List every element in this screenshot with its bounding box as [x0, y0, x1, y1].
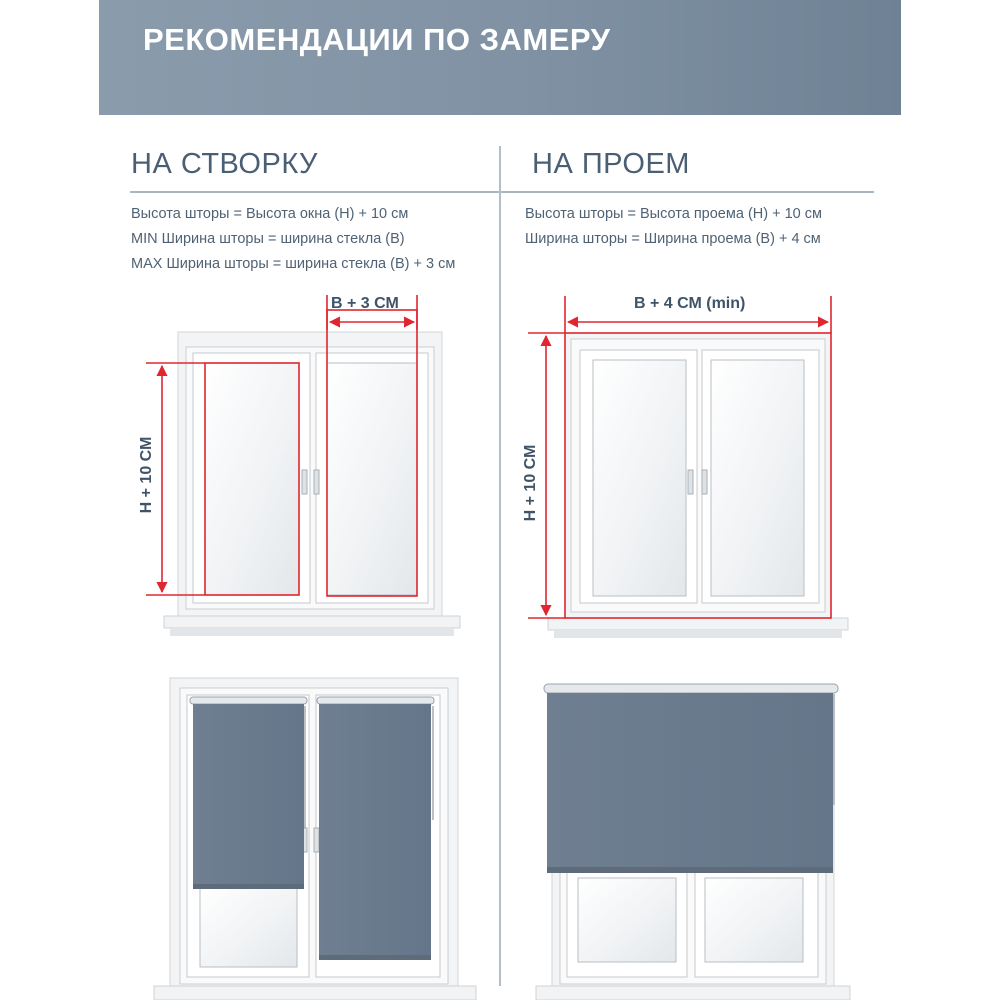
right-width-label: B + 4 СМ (min)	[634, 295, 746, 312]
left-height-label: H + 10 СМ	[138, 436, 155, 514]
left-spec-line: MAX Ширина шторы = ширина стекла (B) + 3 см	[131, 256, 456, 272]
left-spec-line: Высота шторы = Высота окна (H) + 10 см	[131, 206, 409, 222]
sash-window-measure	[146, 295, 460, 636]
left-spec-line: MIN Ширина шторы = ширина стекла (B)	[131, 231, 405, 247]
right-spec-line: Ширина шторы = Ширина проема (B) + 4 см	[525, 231, 821, 247]
right-column-title: НА ПРОЕМ	[532, 148, 690, 180]
left-width-label: B + 3 СМ	[331, 295, 399, 312]
left-column-title: НА СТВОРКУ	[131, 148, 318, 180]
right-spec-line: Высота шторы = Высота проема (H) + 10 см	[525, 206, 822, 222]
right-height-label: H + 10 СМ	[522, 444, 539, 522]
opening-window-measure	[528, 296, 848, 638]
opening-window-with-blind	[536, 684, 850, 1000]
sash-window-with-blinds	[154, 678, 476, 1000]
page-title: РЕКОМЕНДАЦИИ ПО ЗАМЕРУ	[143, 22, 611, 57]
